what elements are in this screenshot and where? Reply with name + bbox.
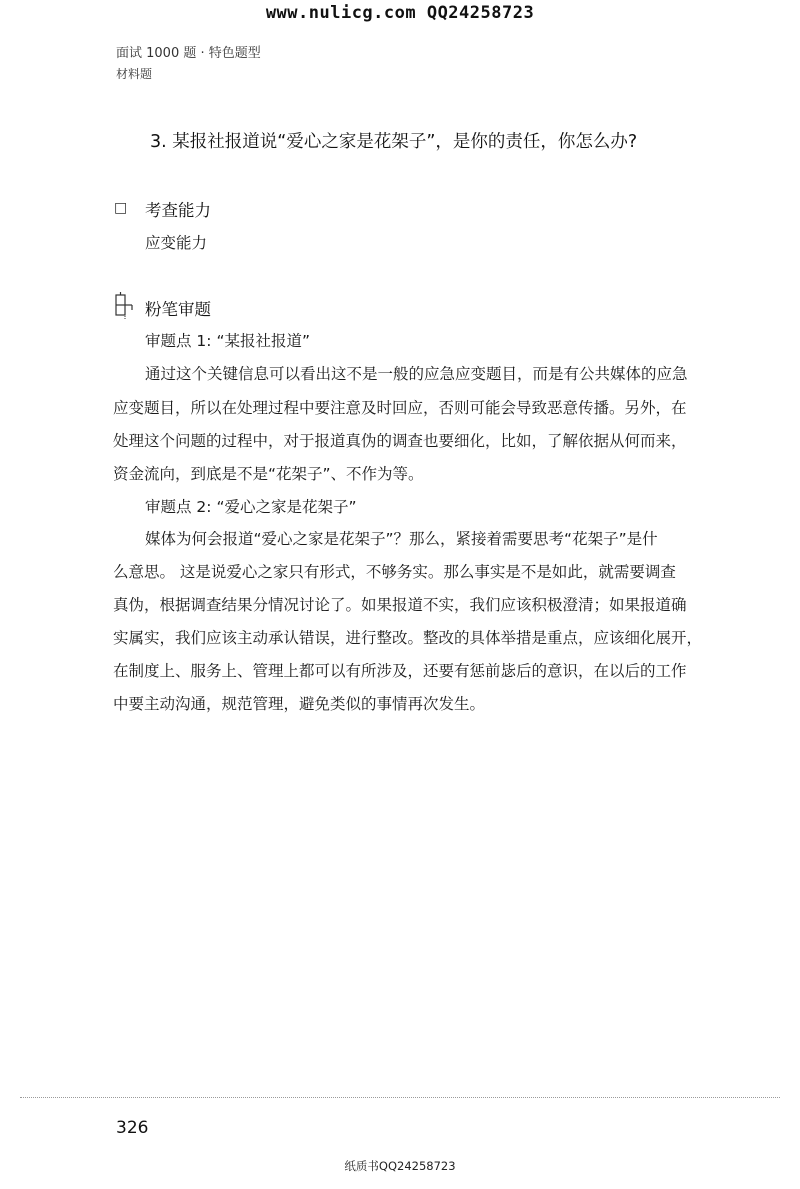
analysis-point2-line: 媒体为何会报道“爱心之家是花架子”？那么，紧接着需要思考“花架子”是什: [145, 530, 658, 548]
ability-icon: □: [114, 200, 128, 216]
footer-watermark: 纸质书QQ24258723: [344, 1159, 456, 1173]
analysis-point1-line: 处理这个问题的过程中，对于报道真伪的调查也要细化，比如，了解依据从何而来，: [113, 432, 687, 450]
ability-content: 应变能力: [145, 234, 208, 252]
top-watermark: www.nulicg.com QQ24258723: [265, 3, 535, 23]
analysis-point2-line: 真伪，根据调查结果分情况讨论了。如果报道不实，我们应该积极澄清；如果报道确: [113, 596, 687, 614]
analysis-point2-line: 中要主动沟通，规范管理，避免类似的事情再次发生。: [113, 695, 486, 713]
analysis-point1-line: 资金流向，到底是不是“花架子”、不作为等。: [113, 465, 424, 483]
chalk-icon: [113, 292, 135, 320]
analysis-point2-line: 么意思。 这是说爱心之家只有形式，不够务实。那么事实是不是如此，就需要调查: [113, 563, 676, 581]
analysis-point2-line: 在制度上、服务上、管理上都可以有所涉及，还要有惩前毖后的意识，在以后的工作: [113, 662, 687, 680]
running-header-title: 面试 1000 题 · 特色题型: [116, 46, 261, 61]
question-heading: 3. 某报社报道说“爱心之家是花架子”，是你的责任，你怎么办?: [150, 132, 638, 152]
page-number: 326: [116, 1118, 149, 1138]
analysis-point1-line: 通过这个关键信息可以看出这不是一般的应急应变题目，而是有公共媒体的应急: [145, 365, 688, 383]
analysis-point1-line: 应变题目，所以在处理过程中要注意及时回应，否则可能会导致恶意传播。另外，在: [113, 399, 687, 417]
analysis-point1-title: 审题点 1: “某报社报道”: [145, 332, 310, 350]
ability-section-title: 考查能力: [145, 201, 211, 220]
footer-divider: [20, 1097, 780, 1098]
analysis-point2-title: 审题点 2: “爱心之家是花架子”: [145, 498, 357, 516]
analysis-point2-line: 实属实，我们应该主动承认错误，进行整改。整改的具体举措是重点，应该细化展开，: [113, 629, 703, 647]
analysis-section-title: 粉笔审题: [145, 300, 211, 319]
running-header-category: 材料题: [116, 67, 153, 81]
